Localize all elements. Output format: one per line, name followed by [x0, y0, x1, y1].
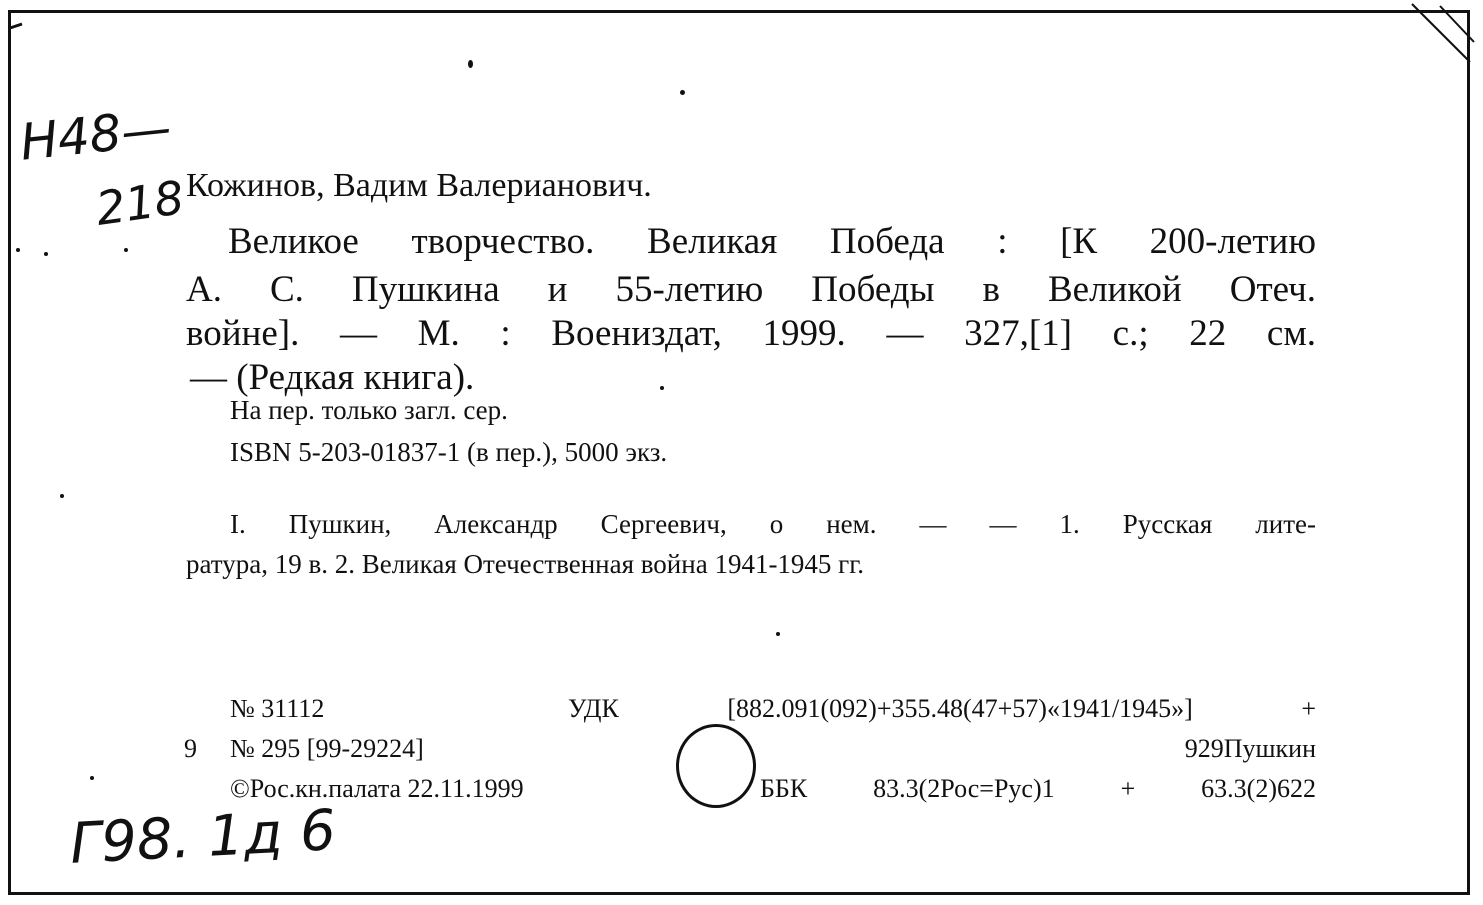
record-prefix: 9: [184, 734, 197, 763]
ink-speck: [776, 632, 780, 636]
isbn-line: ISBN 5-203-01837-1 (в пер.), 5000 экз.: [230, 437, 668, 467]
record-number: № 295 [99-29224]: [230, 734, 424, 763]
ink-speck: [90, 776, 94, 780]
handwritten-call-number: Н48—: [17, 98, 174, 172]
corner-slash-mark: [1412, 4, 1470, 62]
author-heading: Кожинов, Вадим Валерианович.: [186, 167, 652, 204]
subject-headings-line: I. Пушкин, Александр Сергеевич, о нем. — — 1. Русская лите-: [230, 509, 1316, 539]
ink-speck: [16, 248, 20, 252]
title-line: Великое творчество. Великая Победа : [К 200-летию: [228, 221, 1316, 262]
handwritten-number: 218: [92, 170, 188, 236]
record-number: № 31112: [230, 694, 325, 723]
udk-classification: УДК [882.091(092)+355.48(47+57)«1941/1945»] +: [568, 694, 1316, 723]
ink-speck: [468, 60, 473, 68]
handwritten-classification: Г98. 1д 6: [68, 798, 338, 877]
bbk-classification: ББК 83.3(2Рос=Рус)1 + 63.3(2)622: [760, 774, 1316, 803]
ink-speck: [44, 252, 48, 256]
binding-note: На пер. только загл. сер.: [230, 395, 508, 425]
title-line: — (Редкая книга).: [190, 357, 475, 398]
title-line: А. С. Пушкина и 55-летию Победы в Великой Отеч.: [186, 269, 1316, 310]
ink-speck: [680, 90, 685, 95]
title-line: войне]. — М. : Воениздат, 1999. — 327,[1] с.; 22 см.: [186, 313, 1316, 354]
udk-classification-cont: 929Пушкин: [1184, 734, 1316, 763]
subject-headings-line: ратура, 19 в. 2. Великая Отечественная война 1941-1945 гг.: [186, 549, 865, 579]
publisher-imprint: ©Рос.кн.палата 22.11.1999: [230, 774, 524, 803]
punch-hole-circle: [676, 724, 756, 808]
corner-tick-mark: [10, 24, 22, 28]
ink-speck: [660, 386, 664, 390]
ink-speck: [124, 248, 128, 252]
ink-speck: [60, 494, 64, 498]
